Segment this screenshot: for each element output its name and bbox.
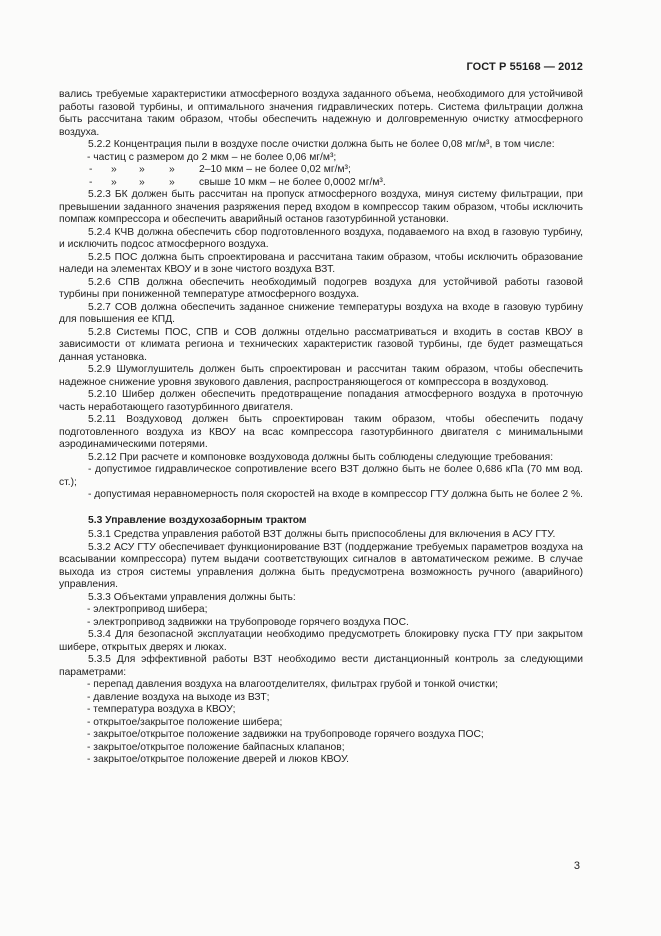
paragraph-5-2-8: 5.2.8 Системы ПОС, СПВ и СОВ должны отдельно рассматриваться и входить в состав КВОУ в зависимости от климата региона и технических характеристик газовой турбины, где будет размещаться данная установка. (59, 326, 583, 363)
list-item: 2–10 мкм – не более 0,02 мг/м³; (199, 164, 351, 175)
paragraph-5-2-10: 5.2.10 Шибер должен обеспечить предотвращение попадания атмосферного воздуха в проточную часть неработающего газотурбинного двигателя. (59, 389, 583, 413)
list-item: - температура воздуха в КВОУ; (87, 704, 236, 715)
paragraph-5-2-6: 5.2.6 СПВ должна обеспечить необходимый подогрев воздуха для устойчивой работы газовой турбины при пониженной температуре атмосферного воздуха. (59, 276, 583, 300)
ditto-row (59, 177, 583, 190)
paragraph-5-2-2: 5.2.2 Концентрация пыли в воздухе после очистки должна быть не более 0,08 мг/м³, в том числе: (88, 139, 555, 150)
paragraph-5-2-3: 5.2.3 БК должен быть рассчитан на пропуск атмосферного воздуха, минуя систему фильтрации, при превышении заданного значения разряжения перед входом в компрессор таким образом, чтобы исключить помпаж компрессора и обеспечить аварийный останов газотурбинной установки. (59, 189, 583, 225)
list-item: - закрытое/открытое положение задвижки на трубопроводе горячего воздуха ПОС; (87, 729, 484, 740)
list-item: - закрытое/открытое положение байпасных клапанов; (87, 741, 345, 753)
list-item: - перепад давления воздуха на влагоотделителях, фильтрах грубой и тонкой очистки; (87, 679, 499, 690)
paragraph-5-2-11: 5.2.11 Воздуховод должен быть спроектирован таким образом, чтобы обеспечить подачу подготовленного воздуха из КВОУ на всас компрессора газотурбинного двигателя с минимальными аэродинамическими потерями. (59, 414, 583, 450)
list-item: - давление воздуха на выходе из ВЗТ; (87, 691, 270, 703)
paragraph-5-2-7: 5.2.7 СОВ должна обеспечить заданное снижение температуры воздуха на входе в газовую турбину для повышения ее КПД. (59, 301, 583, 325)
list-item: - электропривод шибера; (87, 604, 208, 615)
ditto-row (59, 164, 583, 177)
section-heading-5-3: 5.3 Управление воздухозаборным трактом (88, 514, 307, 526)
paragraph-5-2-4: 5.2.4 КЧВ должна обеспечить сбор подготовленного воздуха, подаваемого на вход в газовую турбину, и исключить подсос атмосферного воздуха. (59, 226, 583, 250)
list-item: - частиц с размером до 2 мкм – не более 0,06 мг/м³; (87, 151, 337, 163)
paragraph-5-2-9: 5.2.9 Шумоглушитель должен быть спроектирован и рассчитан таким образом, чтобы обеспечить надежное снижение уровня звукового давления, распространяющегося от компрессора в воздуховод. (59, 364, 583, 388)
document-body (59, 89, 583, 767)
list-item: - допустимая неравномерность поля скоростей на входе в компрессор ГТУ должна быть не более 2 %. (88, 489, 584, 500)
ditto-mark: » (139, 164, 145, 175)
document-header: ГОСТ Р 55168 — 2012 (466, 61, 583, 73)
paragraph-5-3-3: 5.3.3 Объектами управления должны быть: (88, 591, 296, 603)
ditto-mark: » (139, 176, 145, 188)
ditto-mark: » (169, 164, 175, 175)
list-item: - открытое/закрытое положение шибера; (87, 716, 283, 728)
ditto-mark: » (111, 164, 117, 175)
paragraph-5-2-5: 5.2.5 ПОС должна быть спроектирована и рассчитана таким образом, чтобы исключить образование наледи на элементах КВОУ и в зоне чистого воздуха ВЗТ. (59, 251, 583, 275)
paragraph-5-2-12: 5.2.12 При расчете и компоновке воздуховода должны быть соблюдены следующие требования: (88, 451, 554, 463)
list-item: - закрытое/открытое положение дверей и люков КВОУ. (87, 754, 350, 765)
page-number: 3 (573, 860, 580, 872)
list-item: свыше 10 мкм – не более 0,0002 мг/м³. (199, 176, 386, 188)
ditto-mark: » (169, 176, 175, 188)
ditto-mark: » (111, 176, 117, 188)
paragraph-5-3-1: 5.3.1 Средства управления работой ВЗТ должны быть приспособлены для включения в АСУ ГТУ. (88, 529, 556, 540)
list-item: - допустимое гидравлическое сопротивление всего ВЗТ должно быть не более 0,686 кПа (70 мм вод. ст.); (59, 464, 583, 488)
paragraph-5-3-5: 5.3.5 Для эффективной работы ВЗТ необходимо вести дистанционный контроль за следующими параметрами: (59, 654, 583, 678)
paragraph-5-3-4: 5.3.4 Для безопасной эксплуатации необходимо предусмотреть блокировку пуска ГТУ при закрытом шибере, открытых дверях и люках. (59, 629, 583, 653)
ditto-dash: - (89, 164, 93, 175)
paragraph-5-3-2: 5.3.2 АСУ ГТУ обеспечивает функционирование ВЗТ (поддержание требуемых параметров воздуха на всасывании компрессора) путем выдачи соответствующих сигналов в автоматическом режиме. В случае выхода из строя системы управления должна быть предусмотрена возможность ручного (аварийного) управления. (59, 541, 583, 590)
list-item: - электропривод задвижки на трубопроводе горячего воздуха ПОС. (87, 616, 409, 628)
paragraph: вались требуемые характеристики атмосферного воздуха заданного объема, необходимого для устойчивой работы газовой турбины, и оптимального значения гидравлических потерь. Система фильтрации должна быть рассчитана таким образом, чтобы обеспечить надежную и долговременную очистку атмосферного воздуха. (59, 89, 583, 138)
ditto-dash: - (89, 176, 93, 188)
